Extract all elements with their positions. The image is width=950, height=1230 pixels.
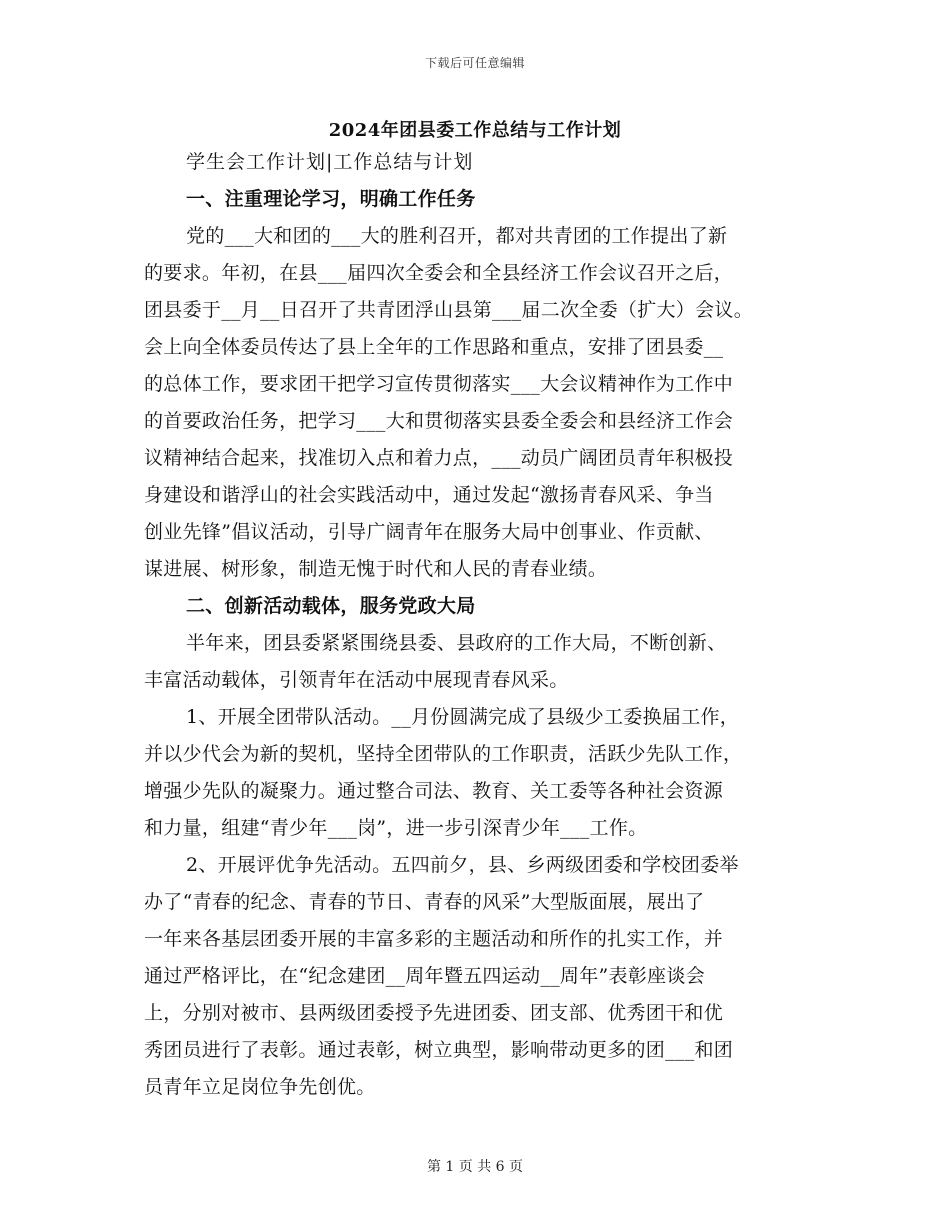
paragraph-line: 秀团员进行了表彰。通过表彰，树立典型，影响带动更多的团___和团 [144, 1039, 734, 1061]
paragraph-line: 议精神结合起来，找准切入点和着力点，___动员广阔团员青年积极投 [144, 447, 734, 469]
header-note: 下载后可任意编辑 [424, 56, 525, 70]
paragraph-line: 一年来各基层团委开展的丰富多彩的主题活动和所作的扎实工作，并 [144, 928, 724, 950]
section-2-item-2-paragraph [144, 847, 824, 1106]
section-2-intro-paragraph [144, 625, 824, 699]
paragraph-line: 2、开展评优争先活动。五四前夕，县、乡两级团委和学校团委举 [186, 854, 739, 876]
section-2-item-1-paragraph [144, 699, 824, 847]
paragraph-line: 1、开展全团带队活动。__月份圆满完成了县级少工委换届工作， [186, 706, 740, 728]
paragraph-line: 并以少代会为新的契机，坚持全团带队的工作职责，活跃少先队工作， [144, 743, 743, 765]
paragraph-line: 党的___大和团的___大的胜利召开，都对共青团的工作提出了新 [186, 225, 728, 247]
document-title: 2024年团县委工作总结与工作计划 [328, 120, 622, 141]
document-body [144, 144, 824, 1106]
paragraph-line: 半年来，团县委紧紧围绕县委、县政府的工作大局，不断创新、 [186, 632, 727, 654]
paragraph-line: 的首要政治任务，把学习___大和贯彻落实县委全委会和县经济工作会 [144, 410, 734, 432]
document-subtitle: 学生会工作计划|工作总结与计划 [186, 151, 474, 173]
section-2-heading: 二、创新活动载体，服务党政大局 [186, 595, 476, 617]
paragraph-line: 增强少先队的凝聚力。通过整合司法、教育、关工委等各种社会资源 [144, 780, 724, 802]
paragraph-line: 谋进展、树形象，制造无愧于时代和人民的青春业绩。 [144, 558, 608, 580]
paragraph-line: 的总体工作，要求团干把学习宣传贯彻落实___大会议精神作为工作中 [144, 373, 734, 395]
paragraph-line: 团县委于__月__日召开了共青团浮山县第___届二次全委（扩大）会议。 [144, 299, 754, 321]
paragraph-line: 丰富活动载体，引领青年在活动中展现青春风采。 [144, 669, 569, 691]
paragraph-line: 的要求。年初，在县___届四次全委会和全县经济工作会议召开之后， [144, 262, 734, 284]
paragraph-line: 和力量，组建“青少年___岗”，进一步引深青少年___工作。 [144, 817, 648, 839]
paragraph-line: 创业先锋”倡议活动，引导广阔青年在服务大局中创事业、作贡献、 [144, 521, 714, 543]
section-1-heading: 一、注重理论学习，明确工作任务 [186, 188, 476, 210]
paragraph-line: 办了“青春的纪念、青春的节日、青春的风采”大型版面展，展出了 [144, 891, 705, 913]
paragraph-line: 员青年立足岗位争先创优。 [144, 1076, 376, 1098]
paragraph-line: 通过严格评比，在“纪念建团__周年暨五四运动__周年”表彰座谈会 [144, 965, 706, 987]
paragraph-line: 身建设和谐浮山的社会实践活动中，通过发起“激扬青春风采、争当 [144, 484, 714, 506]
paragraph-line: 会上向全体委员传达了县上全年的工作思路和重点，安排了团县委__ [144, 336, 724, 358]
section-1-paragraph [144, 218, 824, 588]
paragraph-line: 上，分别对被市、县两级团委授予先进团委、团支部、优秀团干和优 [144, 1002, 724, 1024]
page-footer: 第 1 页 共 6 页 [426, 1159, 524, 1175]
